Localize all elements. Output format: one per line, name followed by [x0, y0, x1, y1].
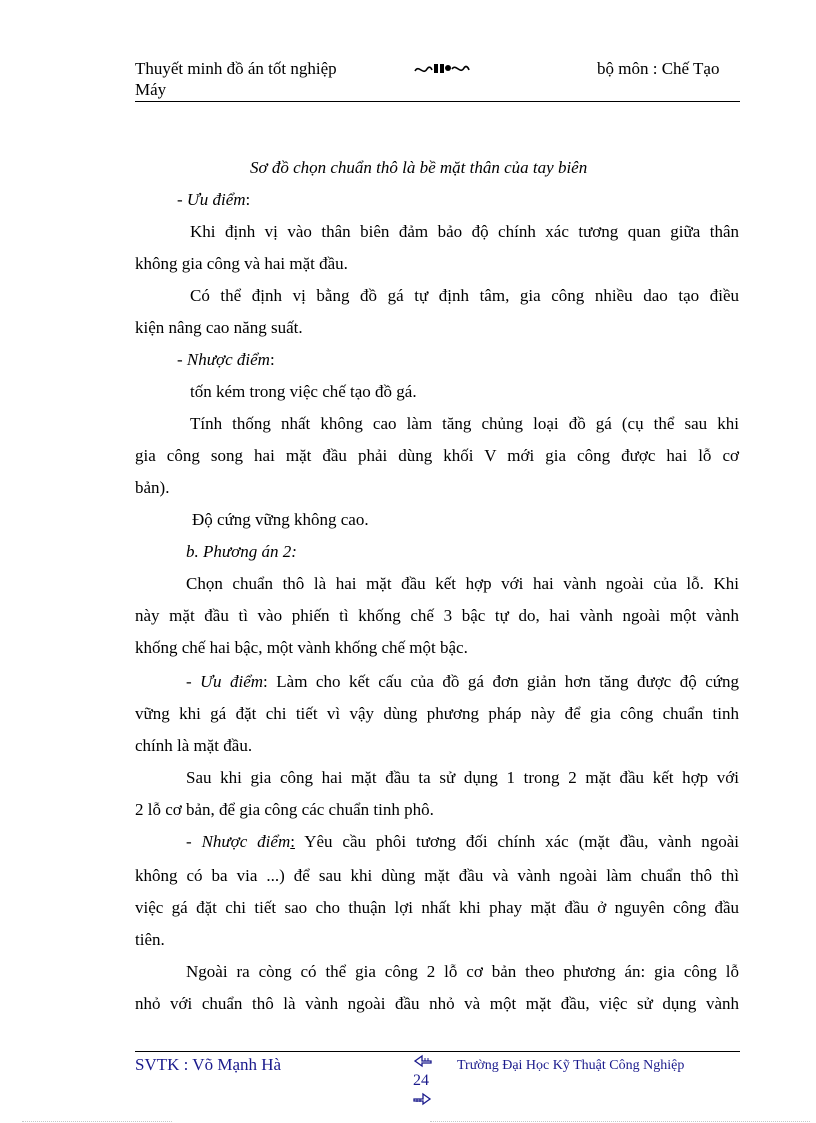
paragraph-6-line-1: Chọn chuẩn thô là hai mặt đầu kết hợp với hai vành ngoài của lỗ. Khi — [186, 574, 739, 593]
footer-author: SVTK : Võ Mạnh Hà — [135, 1055, 282, 1074]
advantages-2-text: : Làm cho kết cấu của đồ gá đơn giản hơn tăng được độ cứng — [263, 672, 739, 691]
paragraph-4-line-3: bản). — [135, 478, 170, 497]
paragraph-7-line-2: vững khi gá đặt chi tiết vì vậy dùng phương pháp này để gia công chuẩn tinh — [135, 704, 739, 723]
page-number: 24 — [413, 1072, 429, 1089]
paragraph-7-line-3: chính là mặt đầu. — [135, 736, 253, 755]
advantages-2-dash: - — [186, 672, 201, 691]
paragraph-8-line-1: Sau khi gia công hai mặt đầu ta sử dụng 1 trong 2 mặt đầu kết hợp với — [186, 768, 739, 787]
advantages-2-line — [186, 672, 739, 692]
paragraph-4-line-1: Tính thống nhất không cao làm tăng chủng loại đồ gá (cụ thể sau khi — [190, 414, 739, 433]
pointing-hand-left-icon — [413, 1052, 433, 1070]
paragraph-2-line-1: Có thể định vị bằng đồ gá tự định tâm, gia công nhiều dao tạo điều — [190, 286, 739, 305]
paragraph-3: tốn kém trong việc chế tạo đồ gá. — [190, 382, 417, 401]
paragraph-9-line-4: tiên. — [135, 930, 165, 949]
page-edge-dots-left — [22, 1121, 172, 1122]
disadvantages-2-text: Yêu cầu phôi tương đối chính xác (mặt đầu, vành ngoài — [294, 832, 740, 851]
paragraph-10-line-1: Ngoài ra còng có thể gia công 2 lỗ cơ bản theo phương án: gia công lỗ — [186, 962, 739, 981]
header-title: Thuyết minh đồ án tốt nghiệp — [135, 59, 337, 78]
disadvantages-2-line — [186, 832, 739, 852]
footer-divider — [135, 1051, 740, 1052]
paragraph-1-line-2: không gia công và hai mặt đầu. — [135, 254, 348, 273]
paragraph-6-line-3: khống chế hai bậc, một vành khống chế một bậc. — [135, 638, 468, 657]
decorative-flourish-icon — [413, 61, 471, 77]
advantages-colon: : — [245, 190, 251, 209]
paragraph-8-line-2: 2 lỗ cơ bản, để gia công các chuẩn tinh phô. — [135, 800, 434, 819]
paragraph-5: Độ cứng vững không cao. — [192, 510, 369, 529]
paragraph-9-line-3: việc gá đặt chi tiết sao cho thuận lợi nhất khi phay mặt đầu ở nguyên công đầu — [135, 898, 739, 917]
figure-caption: Sơ đồ chọn chuẩn thô là bề mặt thân của tay biên — [250, 158, 588, 177]
paragraph-2-line-2: kiện nâng cao năng suất. — [135, 318, 303, 337]
disadvantages-2-label: Nhược điểm — [201, 832, 291, 851]
header-divider — [135, 101, 740, 102]
header-department: bộ môn : Chế Tạo — [597, 59, 720, 78]
pointing-hand-right-icon — [412, 1090, 432, 1108]
disadvantages-colon: : — [269, 350, 275, 369]
paragraph-9-line-2: không có ba via ...) để sau khi dùng mặt đầu và vành ngoài làm chuẩn thô thì — [135, 866, 739, 885]
paragraph-4-line-2: gia công song hai mặt đầu phải dùng khối V mới gia công được hai lỗ cơ — [135, 446, 739, 465]
disadvantages-2-colon: : — [290, 832, 295, 851]
page-edge-dots-right — [430, 1121, 810, 1122]
disadvantages-heading — [177, 350, 275, 370]
disadvantages-label: Nhược điểm — [186, 350, 270, 369]
disadvantages-dash: - — [177, 350, 187, 369]
header-title-continuation: Máy — [135, 80, 167, 99]
paragraph-1-line-1: Khi định vị vào thân biên đảm bảo độ chính xác tương quan giữa thân — [190, 222, 739, 241]
option-2-heading: b. Phương án 2: — [186, 542, 297, 561]
advantages-heading — [177, 190, 250, 210]
advantages-2-label: Ưu điểm — [200, 672, 264, 691]
disadvantages-2-dash: - — [186, 832, 202, 851]
paragraph-10-line-2: nhỏ với chuẩn thô là vành ngoài đầu nhỏ và một mặt đầu, việc sử dụng vành — [135, 994, 739, 1013]
paragraph-6-line-2: này mặt đầu tì vào phiến tì khống chế 3 bậc tự do, hai vành ngoài một vành — [135, 606, 739, 625]
footer-school: Trường Đại Học Kỹ Thuật Công Nghiệp — [457, 1058, 685, 1073]
advantages-label: - Ưu điểm — [177, 190, 246, 209]
